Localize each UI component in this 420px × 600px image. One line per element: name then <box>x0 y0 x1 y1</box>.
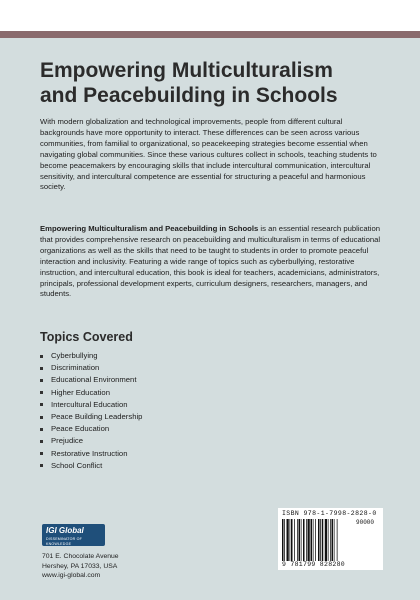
bullet-icon <box>40 403 43 406</box>
topic-label: Prejudice <box>51 436 84 446</box>
description-text: is an essential research publication that provides comprehensive research on peacebuilding and multiculturalism in terms of educational organizations as well as the skills that need to be taught to students in order to promote peaceful interaction and inclusivity. Featuring a wide range of topics such as cyberbullying, restorative instruction, and intercultural education, this book is ideal for teachers, academicians, administrators, principals, professional development experts, curriculum designers, researchers, managers, and students. <box>40 224 381 299</box>
barcode-bar <box>315 519 316 561</box>
barcode-bar <box>299 519 301 561</box>
bullet-icon <box>40 355 43 358</box>
barcode-bar <box>311 519 313 561</box>
barcode-bar <box>287 519 289 561</box>
address-line-1: 701 E. Chocolate Avenue <box>42 553 119 560</box>
price-code: 90000 <box>356 519 375 526</box>
topic-item <box>40 374 142 386</box>
barcode-bar <box>291 519 293 561</box>
bullet-icon <box>40 416 43 419</box>
barcode-bar <box>306 519 307 561</box>
bullet-icon <box>40 391 43 394</box>
barcode-bar <box>301 519 302 561</box>
barcode-number: 9 781799 828280 <box>282 561 346 568</box>
publisher-website: www.igi-global.com <box>42 572 101 580</box>
barcode-bar <box>297 519 298 561</box>
book-title <box>40 58 390 108</box>
topic-item <box>40 460 142 472</box>
topic-item <box>40 423 142 435</box>
title-line-1: Empowering Multiculturalism <box>40 59 333 82</box>
bullet-icon <box>40 440 43 443</box>
topic-item <box>40 350 142 362</box>
topic-label: Higher Education <box>51 387 110 397</box>
bullet-icon <box>40 428 43 431</box>
bullet-icon <box>40 367 43 370</box>
topic-item <box>40 448 142 460</box>
barcode-bar <box>334 519 335 561</box>
publisher-address <box>42 552 119 581</box>
topics-heading: Topics Covered <box>40 330 133 344</box>
isbn-label: ISBN 978-1-7998-2828-0 <box>282 510 377 517</box>
barcode-bar <box>337 519 338 561</box>
topic-label: Restorative Instruction <box>51 448 128 458</box>
bullet-icon <box>40 464 43 467</box>
intro-paragraph: With modern globalization and technological improvements, people from different cultural backgrounds have more opportunity to interact. These differences can be seen across various communities, from familial to organizational, so peacekeeping strategies become essential when navigating global communities. Since these various cultures collect in schools, teaching students to become peacemakers by encouraging skills that include intercultural communication, intercultural sensitivity, and intercultural competence are essential for structuring a peaceful and harmonious society. <box>40 117 377 192</box>
topic-item <box>40 411 142 423</box>
barcode-bar <box>328 519 329 561</box>
barcode-bar <box>325 519 327 561</box>
description-paragraph <box>40 224 385 300</box>
barcode-bar <box>284 519 285 561</box>
topic-label: Peace Education <box>51 424 110 434</box>
barcode-bar <box>294 519 295 561</box>
topic-item <box>40 362 142 374</box>
barcode-bar <box>303 519 305 561</box>
top-band <box>0 0 420 38</box>
bullet-icon <box>40 452 43 455</box>
barcode-bar <box>320 519 321 561</box>
barcode-bar <box>330 519 331 561</box>
topic-item <box>40 435 142 447</box>
barcode-bar <box>332 519 334 561</box>
barcode-bar <box>322 519 324 561</box>
barcode-bar <box>318 519 320 561</box>
topics-list <box>40 350 142 472</box>
logo-tagline: DISSEMINATOR OF KNOWLEDGE <box>46 537 83 546</box>
topic-label: Educational Environment <box>51 375 137 385</box>
description-book-title: Empowering Multiculturalism and Peacebuilding in Schools <box>40 224 259 233</box>
topic-label: Cyberbullying <box>51 351 98 360</box>
logo-name: IGI Global <box>46 526 84 535</box>
title-line-2: and Peacebuilding in Schools <box>40 84 338 107</box>
barcode-bar <box>282 519 284 561</box>
topic-label: Peace Building Leadership <box>51 412 143 422</box>
barcode-bar <box>290 519 291 561</box>
address-line-2: Hershey, PA 17033, USA <box>42 562 118 570</box>
bullet-icon <box>40 379 43 382</box>
topic-label: Discrimination <box>51 363 100 373</box>
accent-stripe <box>0 31 420 38</box>
topic-label: School Conflict <box>51 460 103 470</box>
topic-item <box>40 399 142 411</box>
topic-item <box>40 387 142 399</box>
publisher-logo <box>42 524 105 546</box>
barcode-bar <box>308 519 310 561</box>
isbn-barcode <box>278 508 383 570</box>
barcode-bars <box>282 519 354 561</box>
barcode-bar <box>313 519 314 561</box>
topic-label: Intercultural Education <box>51 399 128 409</box>
